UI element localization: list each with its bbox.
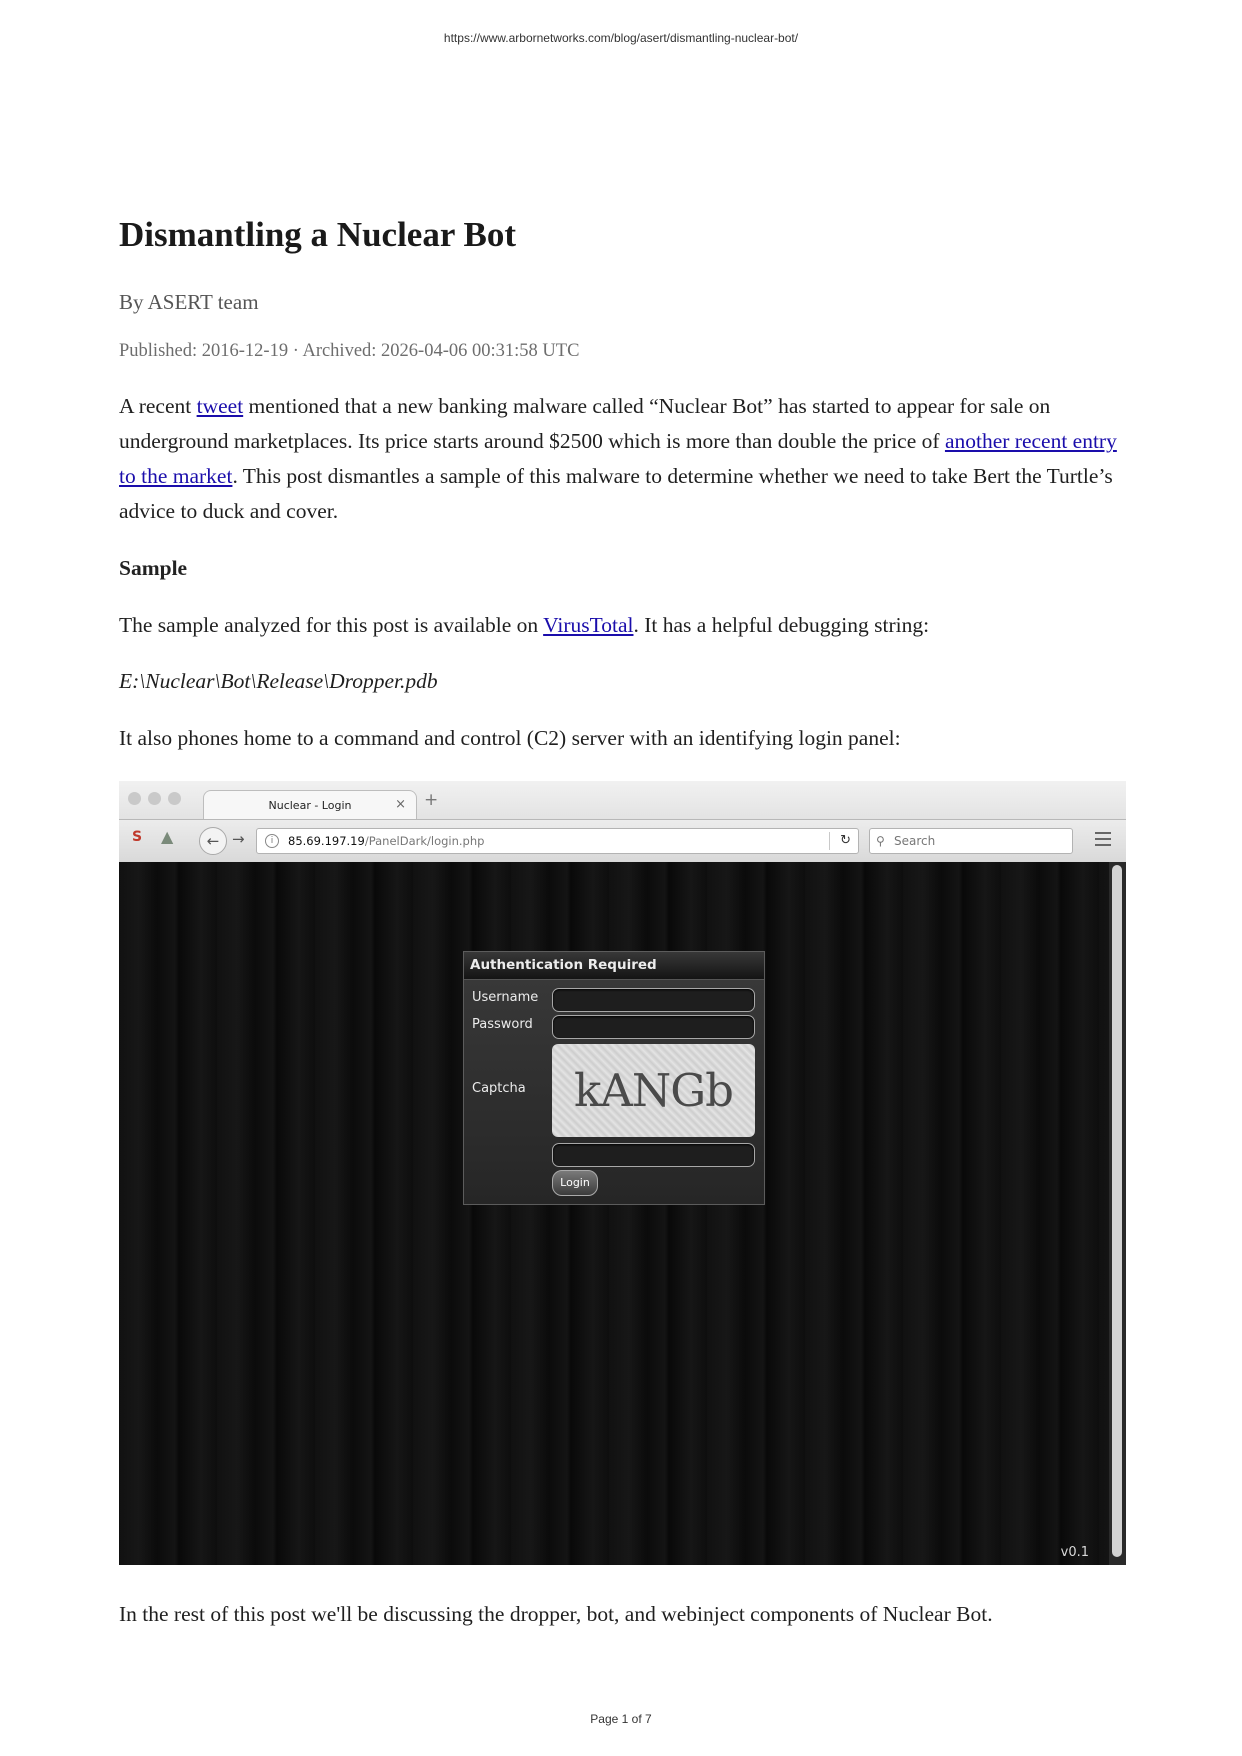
article-meta: Published: 2016-12-19 · Archived: 2026-04-06 00:31:58 UTC <box>119 341 580 361</box>
intro-paragraph <box>119 389 1125 529</box>
close-icon: × <box>395 797 406 812</box>
sample-text-1: The sample analyzed for this post is available on <box>119 613 544 637</box>
tweet-link[interactable]: tweet <box>196 394 244 418</box>
login-button: Login <box>552 1170 598 1196</box>
sample-heading: Sample <box>119 556 188 580</box>
tab-title: Nuclear - Login <box>268 799 352 812</box>
password-field <box>552 1015 755 1039</box>
menu-icon <box>1095 832 1111 846</box>
back-arrow-icon: ← <box>199 827 227 855</box>
username-label: Username <box>472 990 539 1005</box>
extension-icon: S <box>132 829 143 845</box>
address-bar <box>256 828 859 854</box>
auth-login-panel <box>463 951 765 1205</box>
c2-paragraph: It also phones home to a command and control (C2) server with an identifying login panel: <box>119 726 901 750</box>
another-recent-entry-link[interactable]: another recent entry to the market <box>119 429 1117 488</box>
window-close-dot <box>128 792 141 805</box>
extension-icon: ▲ <box>161 827 174 846</box>
article-title: Dismantling a Nuclear Bot <box>119 215 516 254</box>
scrollbar-thumb <box>1112 865 1122 1557</box>
page-number: Page 1 of 7 <box>590 1712 652 1726</box>
username-field <box>552 988 755 1012</box>
sample-paragraph <box>119 608 1125 643</box>
intro-text-3: . This post dismantles a sample of this malware to determine whether we need to take Bert the Turtle’s advice to duck and cover. <box>119 464 1113 523</box>
closing-paragraph: In the rest of this post we'll be discussing the dropper, bot, and webinject components of Nuclear Bot. <box>119 1602 993 1626</box>
intro-text-1: A recent <box>119 394 197 418</box>
login-panel-screenshot <box>119 781 1126 1565</box>
url-host: 85.69.197.19 <box>288 834 365 848</box>
sample-text-2: . It has a helpful debugging string: <box>633 613 930 637</box>
captcha-field <box>552 1143 755 1167</box>
article-byline: By ASERT team <box>119 290 259 314</box>
browser-tab <box>203 790 417 821</box>
panel-page-background <box>119 862 1109 1565</box>
forward-arrow-icon: → <box>232 830 245 848</box>
captcha-image: kANGb <box>552 1044 755 1137</box>
browser-search-box <box>869 828 1073 854</box>
page-url-header: https://www.arbornetworks.com/blog/asert/dismantling-nuclear-bot/ <box>443 31 799 45</box>
search-icon: ⚲ <box>876 834 885 848</box>
panel-title: Authentication Required <box>464 952 764 980</box>
window-zoom-dot <box>168 792 181 805</box>
password-label: Password <box>472 1017 533 1032</box>
url-path: /PanelDark/login.php <box>364 834 485 848</box>
version-label: v0.1 <box>1060 1545 1089 1560</box>
address-divider <box>829 832 830 850</box>
info-icon: i <box>265 834 279 848</box>
pdb-path: E:\Nuclear\Bot\Release\Dropper.pdb <box>119 669 438 693</box>
browser-tab-bar <box>119 781 1126 819</box>
intro-text-2: mentioned that a new banking malware called “Nuclear Bot” has started to appear for sale on underground marketplaces. Its price starts around $2500 which is more than double the price of <box>119 394 1051 453</box>
plus-icon: + <box>424 790 439 810</box>
window-minimize-dot <box>148 792 161 805</box>
reload-icon: ↻ <box>840 833 851 848</box>
captcha-label: Captcha <box>472 1081 526 1096</box>
virustotal-link[interactable]: VirusTotal <box>543 613 634 637</box>
browser-nav-bar <box>119 819 1126 863</box>
search-placeholder: Search <box>894 834 936 848</box>
